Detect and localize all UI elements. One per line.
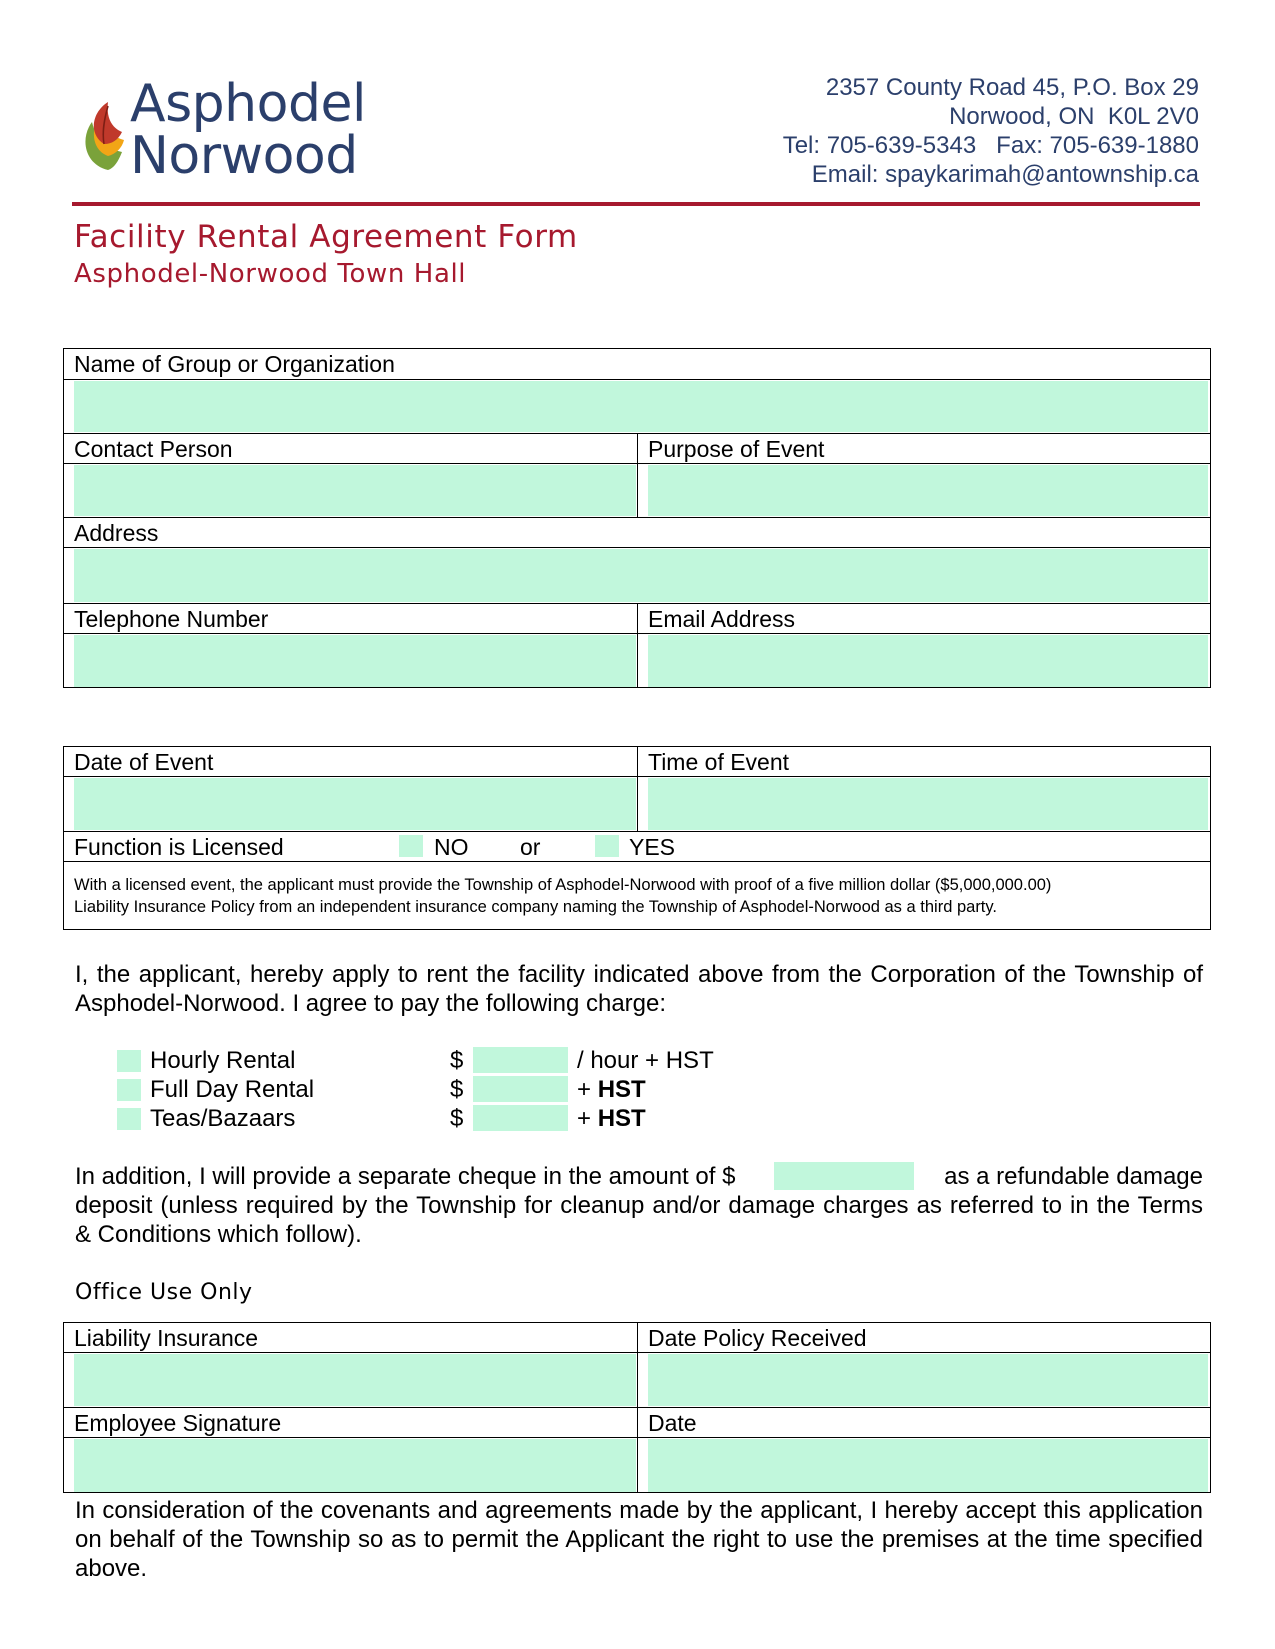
full-day-rental-checkbox[interactable] — [117, 1079, 141, 1101]
hourly-amount-field[interactable] — [473, 1047, 568, 1073]
page-subtitle: Asphodel-Norwood Town Hall — [74, 259, 467, 289]
closing-paragraph: In consideration of the covenants and agreements made by the applicant, I hereby accept this application on behalf of the Township so as to permit the Applicant the right to use the premises at the time specified above. — [75, 1497, 1203, 1582]
address-field[interactable] — [74, 549, 1208, 602]
logo-text-norwood: Norwood — [130, 126, 358, 186]
address-label: Address — [74, 520, 159, 546]
phone-fax: Tel: 705-639-5343 Fax: 705-639-1880 — [782, 132, 1199, 159]
office-use-table — [63, 1322, 1211, 1493]
office-date-label: Date — [648, 1410, 697, 1436]
full-day-currency: $ — [450, 1076, 464, 1103]
date-policy-received-label: Date Policy Received — [648, 1325, 867, 1351]
licensed-yes-label: YES — [629, 834, 676, 860]
teas-bazaars-amount-field[interactable] — [473, 1105, 568, 1131]
liability-insurance-field[interactable] — [74, 1354, 636, 1406]
hourly-rental-label: Hourly Rental — [150, 1047, 296, 1074]
date-policy-received-field[interactable] — [648, 1354, 1208, 1406]
org-label: Name of Group or Organization — [74, 351, 395, 377]
contact-email[interactable]: Email: spaykarimah@antownship.ca — [811, 161, 1199, 188]
logo-text-asphodel: Asphodel — [130, 74, 366, 134]
org-name-field[interactable] — [74, 381, 1208, 432]
purpose-label: Purpose of Event — [648, 436, 825, 462]
full-day-rental-label: Full Day Rental — [150, 1076, 315, 1103]
licensed-label: Function is Licensed — [74, 834, 284, 860]
licensed-no-label: NO — [434, 834, 469, 860]
hourly-rental-checkbox[interactable] — [117, 1050, 141, 1072]
logo — [78, 76, 418, 188]
contact-person-field[interactable] — [74, 465, 636, 516]
email-field[interactable] — [648, 635, 1208, 687]
city-address: Norwood, ON K0L 2V0 — [949, 103, 1199, 130]
street-address: 2357 County Road 45, P.O. Box 29 — [825, 74, 1199, 101]
header-divider — [72, 202, 1200, 206]
agreement-paragraph: I, the applicant, hereby apply to rent the facility indicated above from the Corporation of the Township of Asphodel-Norwood. I agree to pay the following charge: — [75, 961, 1203, 1017]
licensed-yes-checkbox[interactable] — [595, 835, 619, 857]
office-date-field[interactable] — [648, 1439, 1208, 1492]
licensed-notice-line2: Liability Insurance Policy from an independent insurance company naming the Township of Asphodel-Norwood as a third party. — [74, 898, 998, 916]
phone-label: Telephone Number — [74, 606, 269, 632]
date-of-event-label: Date of Event — [74, 749, 214, 775]
deposit-text-end: as a refundable damage — [944, 1163, 1203, 1190]
event-info-table — [63, 746, 1211, 930]
contact-address-block — [783, 73, 1199, 189]
leaf-logo-icon — [78, 94, 138, 174]
deposit-amount-field[interactable] — [774, 1162, 914, 1190]
teas-bazaars-currency: $ — [450, 1105, 464, 1132]
licensed-or-label: or — [520, 834, 541, 860]
employee-signature-field[interactable] — [74, 1439, 636, 1492]
employee-signature-label: Employee Signature — [74, 1410, 282, 1436]
phone-field[interactable] — [74, 635, 636, 687]
teas-bazaars-label: Teas/Bazaars — [150, 1105, 296, 1132]
teas-bazaars-suffix: + HST — [577, 1105, 646, 1132]
contact-person-label: Contact Person — [74, 436, 233, 462]
licensed-notice-line1: With a licensed event, the applicant must provide the Township of Asphodel-Norwood with proof of a five million dollar ($5,000,000.00) — [74, 876, 1052, 894]
liability-insurance-label: Liability Insurance — [74, 1325, 259, 1351]
page-title: Facility Rental Agreement Form — [74, 219, 578, 255]
office-use-heading: Office Use Only — [75, 1280, 253, 1305]
time-of-event-field[interactable] — [648, 778, 1208, 830]
date-of-event-field[interactable] — [74, 778, 636, 830]
hourly-currency: $ — [450, 1047, 464, 1074]
deposit-text-start: In addition, I will provide a separate cheque in the amount of $ — [75, 1163, 736, 1190]
purpose-field[interactable] — [648, 465, 1208, 516]
teas-bazaars-checkbox[interactable] — [117, 1108, 141, 1130]
time-of-event-label: Time of Event — [648, 749, 790, 775]
deposit-text-rest: deposit (unless required by the Township for cleanup and/or damage charges as referred to in the Terms & Conditions which follow). — [75, 1192, 1203, 1248]
applicant-info-table — [63, 348, 1211, 688]
full-day-amount-field[interactable] — [473, 1076, 568, 1102]
full-day-suffix: + HST — [577, 1076, 646, 1103]
email-label: Email Address — [648, 606, 796, 632]
licensed-no-checkbox[interactable] — [399, 835, 423, 857]
hourly-suffix: / hour + HST — [577, 1047, 714, 1074]
